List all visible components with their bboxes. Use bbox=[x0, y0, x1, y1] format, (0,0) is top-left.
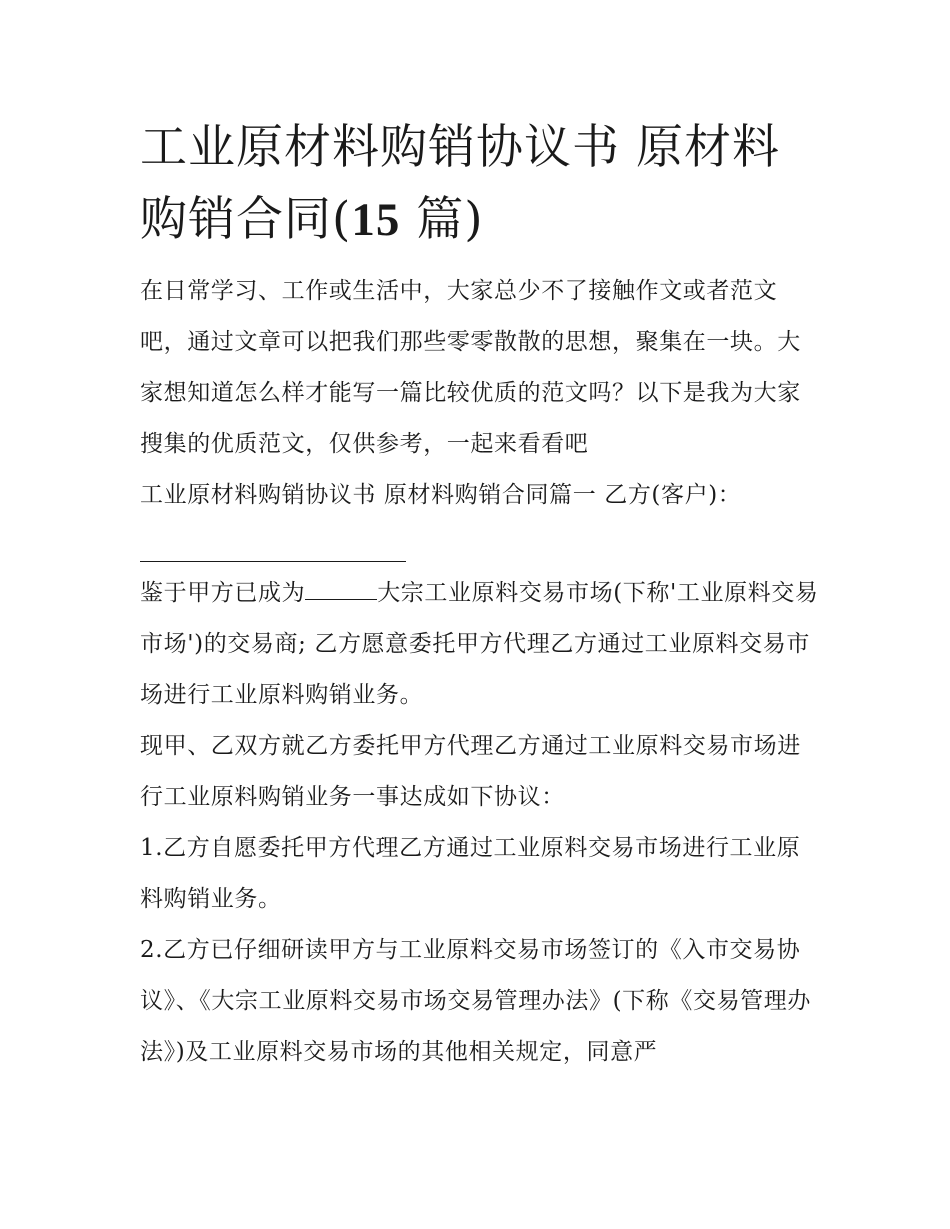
section-heading: 工业原材料购销协议书 原材料购销合同篇一 乙方(客户)： bbox=[140, 482, 742, 508]
document-body bbox=[140, 266, 820, 1078]
fill-in-blank bbox=[305, 579, 377, 600]
clause-1: 1.乙方自愿委托甲方代理乙方通过工业原料交易市场进行工业原料购销业务。 bbox=[140, 835, 801, 912]
title-text-part2: 篇) bbox=[400, 192, 484, 247]
document-title bbox=[140, 112, 820, 256]
intro-paragraph: 在日常学习、工作或生活中，大家总少不了接触作文或者范文吧，通过文章可以把我们那些零零散散的思想，聚集在一块。大家想知道怎么样才能写一篇比较优质的范文吗？以下是我为大家搜集的优质范文，仅供参考，一起来看看吧 bbox=[140, 278, 801, 457]
title-text-part1: 工业原材料购销协议书 原材料购销合同( bbox=[140, 120, 780, 247]
paragraph-1 bbox=[140, 568, 820, 721]
paragraph-1-lead: 鉴于甲方已成为 bbox=[140, 580, 306, 606]
paragraph-1-rest: 大宗工业原料交易市场(下称'工业原料交易市场')的交易商; 乙方愿意委托甲方代理乙方通过工业原料交易市场进行工业原料购销业务。 bbox=[140, 580, 819, 708]
title-number: 15 bbox=[351, 194, 401, 246]
paragraph-2: 现甲、乙双方就乙方委托甲方代理乙方通过工业原料交易市场进行工业原料购销业务一事达成如下协议： bbox=[140, 733, 801, 810]
document-page bbox=[140, 112, 820, 1078]
clause-2: 2.乙方已仔细研读甲方与工业原料交易市场签订的《入市交易协议》、《大宗工业原料交易市场交易管理办法》(下称《交易管理办法》)及工业原料交易市场的其他相关规定，同意严 bbox=[140, 937, 811, 1065]
